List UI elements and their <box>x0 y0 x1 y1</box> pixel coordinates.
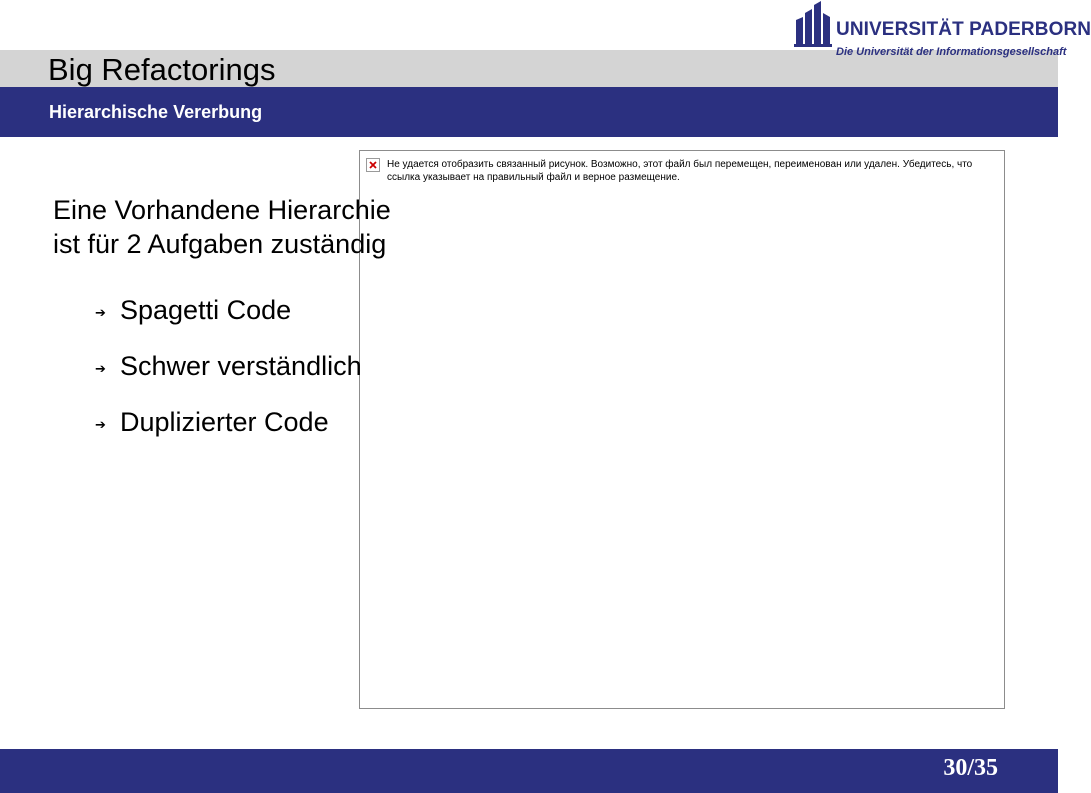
heading-line-2: ist für 2 Aufgaben zuständig <box>53 229 387 259</box>
page-number: 30/35 <box>943 755 998 781</box>
arrow-right-icon: ➔ <box>95 306 106 321</box>
university-logo-icon <box>794 0 834 48</box>
bullet-text: Schwer verständlich <box>120 351 362 381</box>
broken-image-message: Не удается отобразить связанный рисунок. Возможно, этот файл был перемещен, переименован или удален. Убедитесь, что ссылка указывает на правильный файл и верное размещение. <box>387 159 973 183</box>
arrow-right-icon: ➔ <box>95 418 106 433</box>
bullet-text: Spagetti Code <box>120 295 292 325</box>
footer-band <box>0 749 1058 793</box>
slide-subtitle: Hierarchische Vererbung <box>49 102 263 122</box>
content-heading <box>53 193 391 261</box>
arrow-right-icon: ➔ <box>95 362 106 377</box>
broken-image-placeholder <box>359 150 1005 709</box>
heading-line-1: Eine Vorhandene Hierarchie <box>53 195 391 225</box>
slide-title: Big Refactorings <box>48 52 276 87</box>
university-logo <box>794 0 1091 64</box>
university-tagline: Die Universität der Informationsgesellschaft <box>836 46 1067 58</box>
bullet-text: Duplizierter Code <box>120 407 329 437</box>
university-name: UNIVERSITÄT PADERBORN <box>836 19 1091 40</box>
broken-image-icon <box>366 158 380 172</box>
